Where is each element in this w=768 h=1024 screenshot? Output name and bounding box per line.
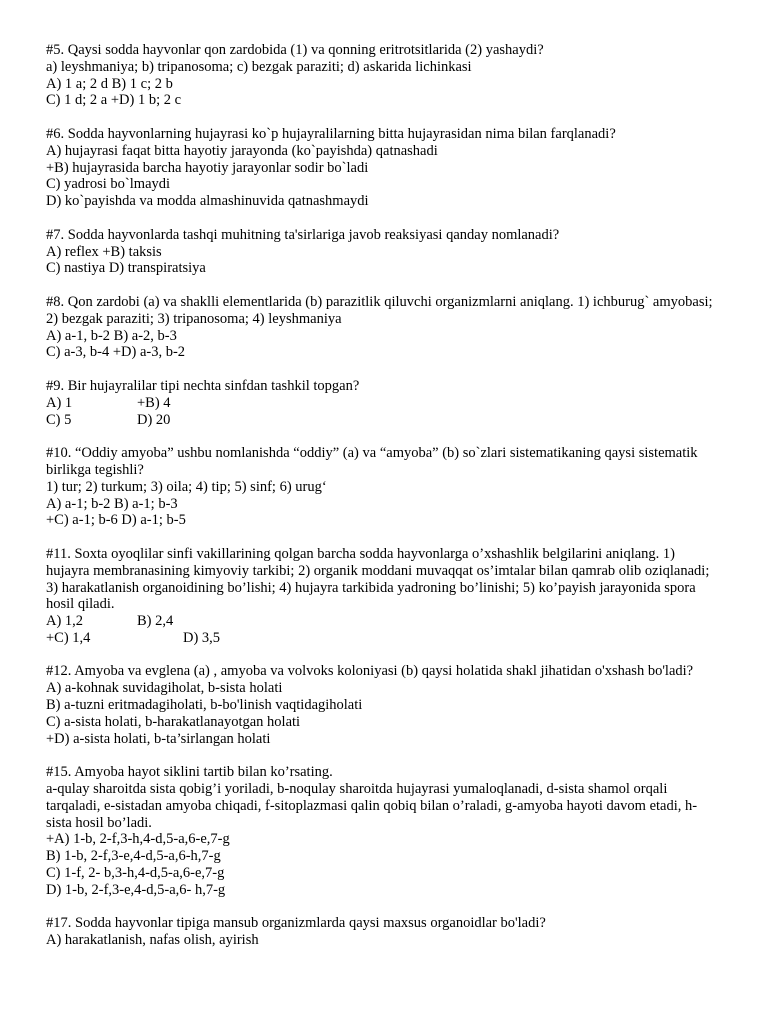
question-17 — [46, 915, 722, 949]
answer-line: A) a-kohnak suvidagiholat, b-sista holati — [46, 680, 283, 697]
question-options: a-qulay sharoitda sista qobig’i yoriladi, b-noqulay sharoitda hujayrasi yumaloqlanadi, d-sista shamol orqali tarqaladi, e-sistadan amyoba chiqadi, f-sitoplazmasi qalin qobiq bilan o’raladi, g-amyoba hayoti davom etadi, h-sista hosil bo’ladi. — [46, 781, 698, 831]
question-text: #17. Sodda hayvonlar tipiga mansub organizmlarda qaysi maxsus organoidlar bo'ladi? — [46, 915, 546, 932]
answer-line: +B) hujayrasida barcha hayotiy jarayonlar sodir bo`ladi — [46, 159, 369, 176]
answer-line: A) a-1, b-2 B) a-2, b-3 — [46, 327, 177, 344]
answer-row — [46, 412, 722, 429]
question-text: #8. Qon zardobi (a) va shaklli elementlarida (b) parazitlik qiluvchi organizmlarni aniqlang. 1) ichburug` amyobasi; 2) bezgak paraziti; 3) tripanosoma; 4) leyshmaniya — [46, 293, 713, 327]
question-8 — [46, 294, 722, 361]
answer-line: C) 1-f, 2- b,3-h,4-d,5-a,6-e,7-g — [46, 865, 225, 882]
answer-line: +C) a-1; b-6 D) a-1; b-5 — [46, 512, 186, 529]
answer-line: A) harakatlanish, nafas olish, ayirish — [46, 932, 259, 949]
question-7 — [46, 227, 722, 277]
question-text: #11. Soxta oyoqlilar sinfi vakillarining qolgan barcha sodda hayvonlarga o’xshashlik belgilarini aniqlang. 1) hujayra membranasining kimyoviy tarkibi; 2) organik moddani muvaqqat os’imtalar bilan qamrab olib oziqlanadi; 3) harakatlanish organoidining bo’lishi; 4) hujayra tarkibida yadroning bo’linishi; 5) ko’payish jarayonida spora hosil qiladi. — [46, 545, 710, 613]
question-text: #6. Sodda hayvonlarning hujayrasi ko`p hujayralilarning bitta hujayrasidan nima bilan farqlanadi? — [46, 125, 616, 142]
answer-line: B) 1-b, 2-f,3-e,4-d,5-a,6-h,7-g — [46, 848, 221, 865]
question-text: #10. “Oddiy amyoba” ushbu nomlanishda “oddiy” (a) va “amyoba” (b) so`zlari sistematikaning qaysi sistematik birlikga tegishli? — [46, 445, 698, 478]
question-11 — [46, 546, 722, 647]
answer-row — [46, 613, 722, 630]
answer-option: +B) 4 — [137, 394, 171, 411]
answer-option: A) 1,2 — [46, 613, 84, 630]
answer-line: C) a-sista holati, b-harakatlanayotgan holati — [46, 713, 301, 730]
question-options: 1) tur; 2) turkum; 3) oila; 4) tip; 5) sinf; 6) urug‘ — [46, 478, 327, 495]
answer-line: C) nastiya D) transpiratsiya — [46, 260, 206, 277]
question-12 — [46, 663, 722, 747]
answer-line: D) ko`payishda va modda almashinuvida qatnashmaydi — [46, 193, 369, 210]
answer-line: A) a-1; b-2 B) a-1; b-3 — [46, 495, 178, 512]
answer-line: A) 1 a; 2 d B) 1 c; 2 b — [46, 75, 173, 92]
answer-line: B) a-tuzni eritmadagiholati, b-bo'linish vaqtidagiholati — [46, 697, 363, 714]
question-text: #12. Amyoba va evglena (a) , amyoba va volvoks koloniyasi (b) qaysi holatida shakl jihatidan o'xshash bo'ladi? — [46, 663, 694, 680]
answer-option: A) 1 — [46, 394, 73, 411]
answer-line: A) hujayrasi faqat bitta hayotiy jarayonda (ko`payishda) qatnashadi — [46, 142, 438, 159]
question-text: #7. Sodda hayvonlarda tashqi muhitning ta'sirlariga javob reaksiyasi qanday nomlanadi? — [46, 226, 560, 243]
question-5 — [46, 42, 722, 109]
answer-option: +C) 1,4 — [46, 629, 91, 646]
question-text: #15. Amyoba hayot siklini tartib bilan ko’rsating. — [46, 764, 333, 781]
question-list — [46, 42, 722, 966]
question-9 — [46, 378, 722, 428]
answer-row — [46, 395, 722, 412]
answer-option: C) 5 — [46, 411, 72, 428]
question-15 — [46, 764, 722, 898]
answer-line: D) 1-b, 2-f,3-e,4-d,5-a,6- h,7-g — [46, 881, 226, 898]
answer-line: A) reflex +B) taksis — [46, 243, 162, 260]
answer-option: D) 3,5 — [183, 629, 221, 646]
answer-option: D) 20 — [137, 411, 171, 428]
answer-line: +A) 1-b, 2-f,3-h,4-d,5-a,6-e,7-g — [46, 831, 230, 848]
question-6 — [46, 126, 722, 210]
answer-option: B) 2,4 — [137, 613, 174, 630]
question-options: a) leyshmaniya; b) tripanosoma; c) bezgak paraziti; d) askarida lichinkasi — [46, 58, 472, 75]
answer-row — [46, 630, 722, 647]
question-text: #5. Qaysi sodda hayvonlar qon zardobida (1) va qonning eritrotsitlarida (2) yashaydi? — [46, 42, 544, 58]
answer-line: C) a-3, b-4 +D) a-3, b-2 — [46, 344, 186, 361]
question-text: #9. Bir hujayralilar tipi nechta sinfdan tashkil topgan? — [46, 377, 360, 394]
question-10 — [46, 445, 722, 529]
answer-line: C) yadrosi bo`lmaydi — [46, 176, 171, 193]
answer-line: C) 1 d; 2 a +D) 1 b; 2 c — [46, 92, 182, 109]
answer-line: +D) a-sista holati, b-ta’sirlangan holati — [46, 730, 271, 747]
